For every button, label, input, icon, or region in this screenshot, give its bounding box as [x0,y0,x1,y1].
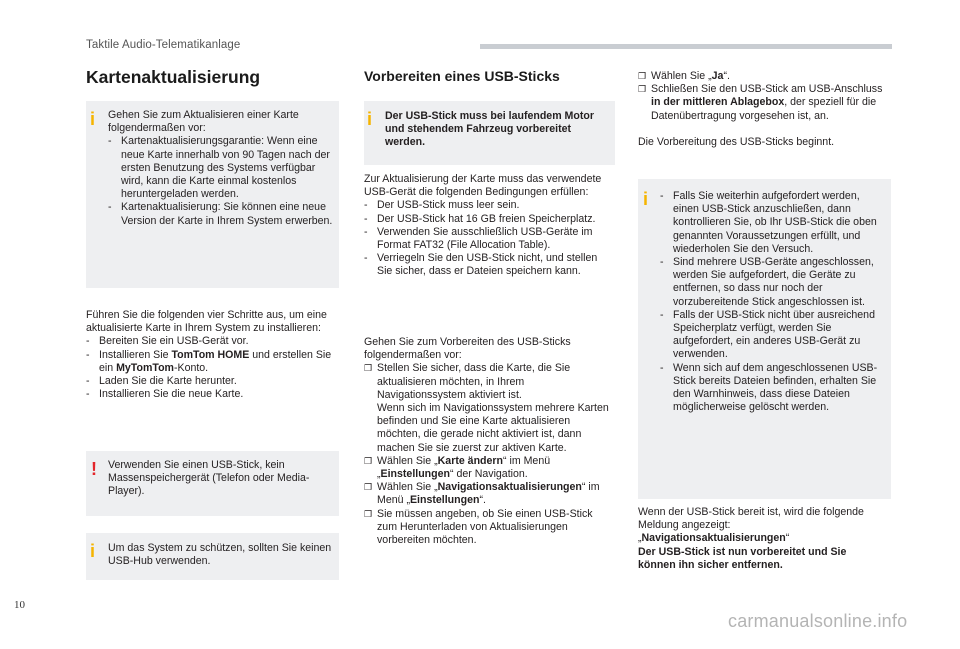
prep-block [364,336,615,547]
step-2: - Installieren Sie TomTom HOME und erstellen Sie ein MyTomTom-Konto. [86,349,339,375]
info-engine-text: Der USB-Stick muss bei laufendem Motor und stehendem Fahrzeug vorbereitet werden. [385,110,594,149]
col3-steps [638,70,892,149]
info-hub-text: Um das System zu schützen, sollten Sie keinen USB-Hub verwenden. [108,542,332,568]
prep-step-2: ❒ Wählen Sie „Karte ändern“ im Menü „Einstellungen“ der Navigation. [364,455,615,481]
condition-1: - Der USB-Stick muss leer sein. [364,199,615,212]
prep-step-4: ❒ Sie müssen angeben, ob Sie einen USB-Stick zum Herunterladen von Aktualisierungen vorbereiten möchten. [364,508,615,548]
ready-message: Der USB-Stick ist nun vorbereitet und Sie können ihn sicher entfernen. [638,545,847,571]
title-usb-stick: Vorbereiten eines USB-Sticks [364,68,560,84]
conditions-block [364,173,615,279]
step-ja: ❒ Wählen Sie „Ja“. [638,70,892,83]
info-troubleshoot-text [660,190,888,414]
info-intro: Gehen Sie zum Aktualisieren einer Karte folgendermaßen vor: [108,109,299,135]
steps-block [86,309,339,401]
troubleshoot-3: - Falls der USB-Stick nicht über ausreichend Speicherplatz verfügt, werden Sie aufgefordert, ein anderes USB-Gerät zu verwenden. [660,309,888,362]
ready-title: „Navigationsaktualisierungen“ [638,532,790,545]
troubleshoot-1: - Falls Sie weiterhin aufgefordert werden, einen USB-Stick anzuschließen, dann kontrollieren Sie, ob Ihr USB-Stick die oben genannten Voraussetzungen erfüllt, und wiederholen Sie den Versuch. [660,190,888,256]
troubleshoot-2: - Sind mehrere USB-Geräte angeschlossen, werden Sie aufgefordert, die Geräte zu entfernen, so dass nur noch der vorzubereitende Stick angeschlossen ist. [660,256,888,309]
warning-text: Verwenden Sie einen USB-Stick, kein Massenspeichergerät (Telefon oder Media-Player). [108,459,310,498]
step-3: - Laden Sie die Karte herunter. [86,375,339,388]
step-1: - Bereiten Sie ein USB-Gerät vor. [86,335,339,348]
troubleshoot-4: - Wenn sich auf dem angeschlossenen USB-Stick bereits Dateien befinden, erhalten Sie den Warnhinweis, dass diese Dateien möglicherweise gelöscht werden. [660,362,888,415]
title-kartenaktualisierung: Kartenaktualisierung [86,67,261,87]
condition-3: - Verwenden Sie ausschließlich USB-Geräte im Format FAT32 (File Allocation Table). [364,226,615,252]
watermark: carmanualsonline.info [728,611,908,631]
ready-intro: Wenn der USB-Stick bereit ist, wird die folgende Meldung angezeigt: [638,506,864,532]
step-connect: ❒ Schließen Sie den USB-Stick am USB-Anschluss in der mittleren Ablagebox, der speziell für die Datenübertragung vorgesehen ist, an. [638,83,892,123]
ready-block [638,506,892,572]
section-header: Taktile Audio-Telematikanlage [86,39,241,51]
warning-icon: ! [91,459,97,479]
info-box-update-text [108,109,333,228]
info-item-purchase: - Kartenaktualisierung: Sie können eine neue Version der Karte in Ihrem System erwerben. [108,201,333,227]
prep-step-3: ❒ Wählen Sie „Navigationsaktualisierungen“ im Menü „Einstellungen“. [364,481,615,507]
steps-intro: Führen Sie die folgenden vier Schritte aus, um eine aktualisierte Karte in Ihrem System zu installieren: [86,309,327,335]
header-bar [480,44,892,49]
prep-step-1: ❒ Stellen Sie sicher, dass die Karte, die Sie aktualisieren möchten, in Ihrem Navigationssystem aktiviert ist. Wenn sich im Navigationssystem mehrere Karten befinden und Sie eine Karte aktualisieren möchten, die gerade nicht aktiviert ist, dann machen Sie sie zuerst zur aktiven Karte. [364,362,615,454]
prep-begins: Die Vorbereitung des USB-Sticks beginnt. [638,135,835,148]
info-icon: i [90,541,96,561]
info-icon: i [643,189,649,209]
info-icon: i [367,109,373,129]
conditions-intro: Zur Aktualisierung der Karte muss das verwendete USB-Gerät die folgenden Bedingungen erfüllen: [364,173,602,199]
page-number: 10 [14,599,25,611]
prep-intro: Gehen Sie zum Vorbereiten des USB-Sticks folgendermaßen vor: [364,336,571,362]
condition-4: - Verriegeln Sie den USB-Stick nicht, und stellen Sie sicher, dass er Dateien speichern kann. [364,252,615,278]
info-item-guarantee: - Kartenaktualisierungsgarantie: Wenn eine neue Karte innerhalb von 90 Tagen nach der ersten Benutzung des Systems verfügbar wird, kann die Karte einmal kostenlos heruntergeladen werden. [108,135,333,201]
info-icon: i [90,109,96,129]
step-4: - Installieren Sie die neue Karte. [86,388,339,401]
condition-2: - Der USB-Stick hat 16 GB freien Speicherplatz. [364,213,615,226]
